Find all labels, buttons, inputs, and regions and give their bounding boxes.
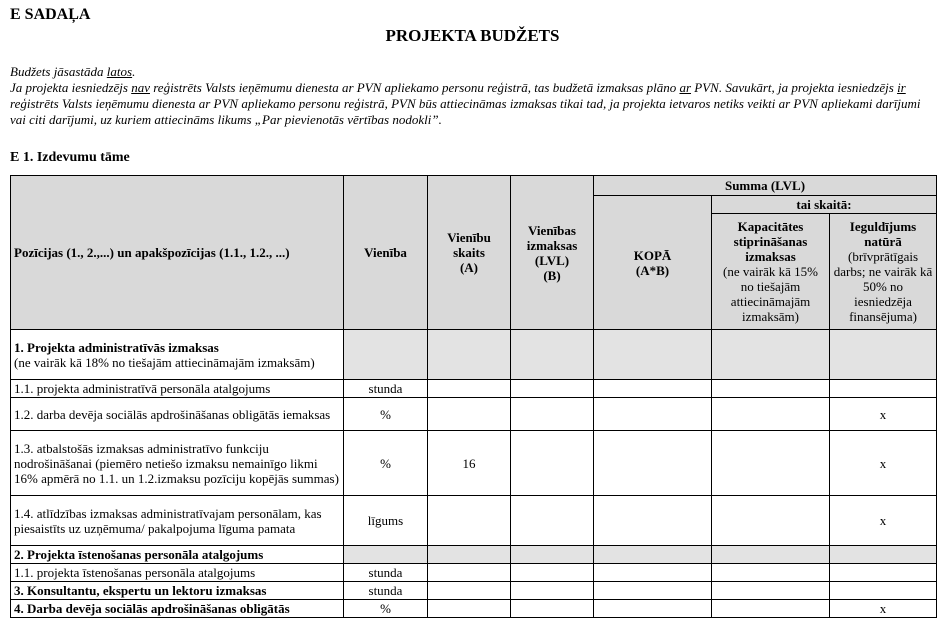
row-title: 1.2. darba devēja sociālās apdrošināšanas obligātās iemaksas xyxy=(11,398,344,431)
budget-table xyxy=(10,175,937,618)
row-count xyxy=(428,600,511,618)
header-inkind-title: Ieguldījums natūrā xyxy=(849,219,917,249)
row-title: 1.4. atlīdzības izmaksas administratīvajam personālam, kas piesaistīts uz uzņēmuma/ pakalpojuma līguma pamata xyxy=(11,496,344,546)
header-positions: Pozīcijas (1., 2.,...) un apakšpozīcijas (1.1., 1.2., ...) xyxy=(11,176,344,330)
header-capacity-title: Kapacitātes stiprināšanas izmaksas xyxy=(733,219,808,264)
row-inkind: x xyxy=(830,398,937,431)
row-note: (ne vairāk kā 18% no tiešajām attiecināmajām izmaksām) xyxy=(14,354,315,370)
intro-text-segment: reģistrēts Valsts ieņēmumu dienesta ar PVN apliekamo personu reģistrā, tas budžetā izmaksas plāno xyxy=(149,80,680,95)
row-unit: stunda xyxy=(344,582,428,600)
row-title: 2. Projekta īstenošanas personāla atalgojums xyxy=(11,546,344,564)
row-unit-cost xyxy=(511,564,594,582)
row-inkind: x xyxy=(830,431,937,496)
header-including: tai skaitā: xyxy=(712,196,937,214)
row-total xyxy=(594,431,712,496)
row-count: 16 xyxy=(428,431,511,496)
intro-underlined-word: ar xyxy=(679,80,692,95)
row-total xyxy=(594,600,712,618)
header-inkind-note: (brīvprātīgais darbs; ne vairāk kā 50% no iesniedzēja finansējuma) xyxy=(833,249,933,324)
intro-text-segment: Budžets jāsastāda xyxy=(10,64,107,79)
intro-text-segment: . xyxy=(132,64,136,79)
row-capacity xyxy=(712,380,830,398)
row-title: 3. Konsultantu, ekspertu un lektoru izmaksas xyxy=(11,582,344,600)
intro-text-segment: PVN. Savukārt, ja projekta iesniedzējs xyxy=(691,80,898,95)
intro-text-segment: Ja projekta iesniedzējs xyxy=(10,80,132,95)
row-count xyxy=(428,330,511,380)
row-total xyxy=(594,564,712,582)
row-unit xyxy=(344,330,428,380)
intro-text-segment: reģistrēts Valsts ieņēmumu dienesta ar PVN apliekamo personu reģistrā, PVN būs attiecināmas izmaksas tikai tad, ja projekta ietvaros netiks veikti ar PVN apliekami darījumi vai citi darījumi, uz kuriem attiecināms likums „Par pievienotās vērtības nodokli”. xyxy=(10,96,921,127)
row-total xyxy=(594,380,712,398)
header-total-label: KOPĀ xyxy=(633,247,672,263)
row-unit: % xyxy=(344,398,428,431)
row-total xyxy=(594,330,712,380)
table-row xyxy=(11,330,937,380)
row-total xyxy=(594,546,712,564)
row-count xyxy=(428,496,511,546)
header-unit: Vienība xyxy=(344,176,428,330)
row-title: 1. Projekta administratīvās izmaksas xyxy=(14,339,219,355)
row-unit: stunda xyxy=(344,380,428,398)
header-unit-cost xyxy=(511,176,594,330)
row-inkind xyxy=(830,582,937,600)
page-title: PROJEKTA BUDŽETS xyxy=(385,26,560,45)
header-unit-cost-code: (B) xyxy=(543,267,561,283)
row-capacity xyxy=(712,564,830,582)
row-title: 4. Darba devēja sociālās apdrošināšanas obligātās xyxy=(11,600,344,618)
row-capacity xyxy=(712,431,830,496)
row-unit: % xyxy=(344,431,428,496)
header-unit-cost-label: Vienības izmaksas (LVL) xyxy=(526,222,578,268)
row-unit-cost xyxy=(511,496,594,546)
intro-paragraph-1 xyxy=(10,64,935,80)
table-row xyxy=(11,398,937,431)
row-count xyxy=(428,398,511,431)
row-total xyxy=(594,582,712,600)
row-inkind xyxy=(830,380,937,398)
header-inkind xyxy=(830,214,937,330)
row-capacity xyxy=(712,496,830,546)
row-unit-cost xyxy=(511,398,594,431)
intro-underlined-word: ir xyxy=(897,80,906,95)
header-total-formula: (A*B) xyxy=(635,262,670,278)
table-row xyxy=(11,496,937,546)
row-unit-cost xyxy=(511,582,594,600)
row-unit-cost xyxy=(511,431,594,496)
row-unit: stunda xyxy=(344,564,428,582)
row-inkind xyxy=(830,330,937,380)
row-count xyxy=(428,546,511,564)
intro-underlined-word: nav xyxy=(131,80,150,95)
header-unit-count-code: (A) xyxy=(459,260,479,275)
row-inkind xyxy=(830,546,937,564)
header-unit-count-label: Vienību skaits xyxy=(447,230,491,260)
row-unit-cost xyxy=(511,546,594,564)
row-inkind: x xyxy=(830,600,937,618)
row-capacity xyxy=(712,600,830,618)
row-title: 1.3. atbalstošās izmaksas administratīvo funkciju nodrošināšanai (piemēro netiešo izmaksu nemainīgo likmi 16% apmērā no 1.1. un 1.2.izmaksu pozīciju kopējās summas) xyxy=(11,431,344,496)
table-row xyxy=(11,564,937,582)
section-title: E SADAĻA xyxy=(10,6,91,23)
row-position xyxy=(11,330,344,380)
header-capacity xyxy=(712,214,830,330)
row-unit: % xyxy=(344,600,428,618)
row-unit xyxy=(344,546,428,564)
row-unit-cost xyxy=(511,330,594,380)
row-capacity xyxy=(712,582,830,600)
subsection-title: E 1. Izdevumu tāme xyxy=(10,150,130,165)
intro-text xyxy=(10,64,935,128)
table-row xyxy=(11,431,937,496)
table-row xyxy=(11,600,937,618)
intro-underlined-word: latos xyxy=(106,64,133,79)
table-row xyxy=(11,582,937,600)
row-inkind xyxy=(830,564,937,582)
intro-paragraph-2 xyxy=(10,80,935,128)
row-unit: līgums xyxy=(344,496,428,546)
header-unit-count xyxy=(428,176,511,330)
row-title: 1.1. projekta īstenošanas personāla atalgojums xyxy=(11,564,344,582)
header-sum: Summa (LVL) xyxy=(594,176,937,196)
row-inkind: x xyxy=(830,496,937,546)
row-count xyxy=(428,582,511,600)
table-row xyxy=(11,380,937,398)
row-capacity xyxy=(712,330,830,380)
header-total xyxy=(594,196,712,330)
row-total xyxy=(594,496,712,546)
row-capacity xyxy=(712,398,830,431)
table-row xyxy=(11,546,937,564)
row-total xyxy=(594,398,712,431)
row-count xyxy=(428,564,511,582)
row-count xyxy=(428,380,511,398)
row-unit-cost xyxy=(511,380,594,398)
row-unit-cost xyxy=(511,600,594,618)
header-capacity-note: (ne vairāk kā 15% no tiešajām attiecināmajām izmaksām) xyxy=(723,264,818,324)
row-title: 1.1. projekta administratīvā personāla atalgojums xyxy=(11,380,344,398)
row-capacity xyxy=(712,546,830,564)
